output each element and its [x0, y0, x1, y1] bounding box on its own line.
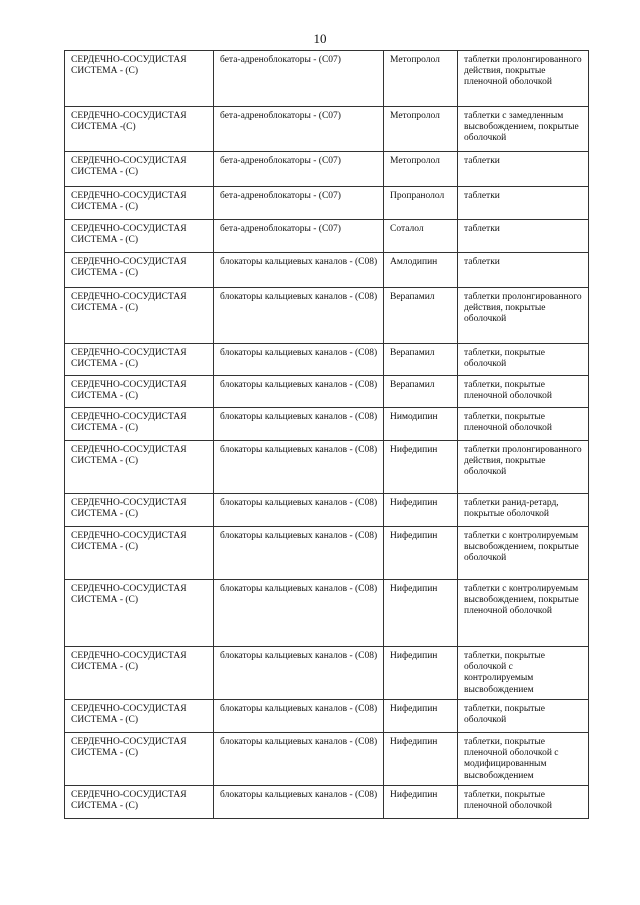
cell-drug: Нимодипин: [384, 408, 458, 441]
cell-form: таблетки, покрытые оболочкой: [458, 344, 589, 376]
cell-group: блокаторы кальциевых каналов - (С08): [214, 408, 384, 441]
table-row: [65, 733, 589, 786]
table-row: [65, 786, 589, 819]
cell-form: таблетки пролонгированного действия, покрытые оболочкой: [458, 288, 589, 344]
drug-table-body: [65, 51, 589, 819]
cell-form: таблетки: [458, 253, 589, 288]
cell-drug: Верапамил: [384, 344, 458, 376]
cell-drug: Нифедипин: [384, 580, 458, 647]
table-row: [65, 494, 589, 527]
cell-system: СЕРДЕЧНО-СОСУДИСТАЯ СИСТЕМА - (С): [65, 288, 214, 344]
cell-form: таблетки, покрытые пленочной оболочкой: [458, 408, 589, 441]
table-row: [65, 580, 589, 647]
cell-form: таблетки ранид-ретард, покрытые оболочкой: [458, 494, 589, 527]
cell-drug: Нифедипин: [384, 647, 458, 700]
cell-drug: Соталол: [384, 220, 458, 253]
cell-form: таблетки: [458, 220, 589, 253]
cell-system: СЕРДЕЧНО-СОСУДИСТАЯ СИСТЕМА - (С): [65, 152, 214, 187]
cell-group: бета-адреноблокаторы - (С07): [214, 220, 384, 253]
cell-group: блокаторы кальциевых каналов - (С08): [214, 441, 384, 494]
cell-form: таблетки, покрытые пленочной оболочкой с модифицированным высвобождением: [458, 733, 589, 786]
cell-drug: Нифедипин: [384, 494, 458, 527]
cell-group: блокаторы кальциевых каналов - (С08): [214, 288, 384, 344]
cell-system: СЕРДЕЧНО-СОСУДИСТАЯ СИСТЕМА - (С): [65, 441, 214, 494]
cell-group: блокаторы кальциевых каналов - (С08): [214, 253, 384, 288]
cell-group: бета-адреноблокаторы - (С07): [214, 51, 384, 107]
cell-group: блокаторы кальциевых каналов - (С08): [214, 344, 384, 376]
cell-group: блокаторы кальциевых каналов - (С08): [214, 700, 384, 733]
cell-group: бета-адреноблокаторы - (С07): [214, 152, 384, 187]
cell-group: бета-адреноблокаторы - (С07): [214, 107, 384, 152]
cell-system: СЕРДЕЧНО-СОСУДИСТАЯ СИСТЕМА - (С): [65, 220, 214, 253]
cell-drug: Нифедипин: [384, 733, 458, 786]
cell-system: СЕРДЕЧНО-СОСУДИСТАЯ СИСТЕМА - (С): [65, 376, 214, 408]
cell-group: блокаторы кальциевых каналов - (С08): [214, 647, 384, 700]
cell-system: СЕРДЕЧНО-СОСУДИСТАЯ СИСТЕМА - (С): [65, 253, 214, 288]
table-row: [65, 408, 589, 441]
table-row: [65, 51, 589, 107]
cell-form: таблетки, покрытые пленочной оболочкой: [458, 376, 589, 408]
cell-group: блокаторы кальциевых каналов - (С08): [214, 376, 384, 408]
table-row: [65, 700, 589, 733]
table-row: [65, 253, 589, 288]
cell-drug: Нифедипин: [384, 700, 458, 733]
cell-drug: Пропранолол: [384, 187, 458, 220]
cell-drug: Нифедипин: [384, 441, 458, 494]
cell-system: СЕРДЕЧНО-СОСУДИСТАЯ СИСТЕМА - (С): [65, 700, 214, 733]
table-row: [65, 441, 589, 494]
table-row: [65, 152, 589, 187]
cell-group: блокаторы кальциевых каналов - (С08): [214, 494, 384, 527]
cell-system: СЕРДЕЧНО-СОСУДИСТАЯ СИСТЕМА - (С): [65, 344, 214, 376]
cell-drug: Метопролол: [384, 107, 458, 152]
cell-form: таблетки с замедленным высвобождением, покрытые оболочкой: [458, 107, 589, 152]
cell-system: СЕРДЕЧНО-СОСУДИСТАЯ СИСТЕМА - (С): [65, 408, 214, 441]
table-row: [65, 376, 589, 408]
drug-table-container: [64, 50, 588, 819]
cell-system: СЕРДЕЧНО-СОСУДИСТАЯ СИСТЕМА - (С): [65, 51, 214, 107]
cell-group: блокаторы кальциевых каналов - (С08): [214, 786, 384, 819]
table-row: [65, 527, 589, 580]
cell-system: СЕРДЕЧНО-СОСУДИСТАЯ СИСТЕМА - (С): [65, 494, 214, 527]
cell-drug: Амлодипин: [384, 253, 458, 288]
table-row: [65, 187, 589, 220]
cell-form: таблетки пролонгированного действия, покрытые пленочной оболочкой: [458, 51, 589, 107]
cell-form: таблетки: [458, 152, 589, 187]
cell-system: СЕРДЕЧНО-СОСУДИСТАЯ СИСТЕМА - (С): [65, 647, 214, 700]
cell-group: блокаторы кальциевых каналов - (С08): [214, 580, 384, 647]
cell-system: СЕРДЕЧНО-СОСУДИСТАЯ СИСТЕМА - (С): [65, 786, 214, 819]
table-row: [65, 288, 589, 344]
page-number: 10: [313, 31, 327, 46]
cell-form: таблетки, покрытые оболочкой: [458, 700, 589, 733]
cell-form: таблетки, покрытые оболочкой с контролируемым высвобождением: [458, 647, 589, 700]
cell-system: СЕРДЕЧНО-СОСУДИСТАЯ СИСТЕМА -(С): [65, 107, 214, 152]
cell-group: блокаторы кальциевых каналов - (С08): [214, 527, 384, 580]
cell-form: таблетки, покрытые пленочной оболочкой: [458, 786, 589, 819]
cell-form: таблетки с контролируемым высвобождением, покрытые пленочной оболочкой: [458, 580, 589, 647]
drug-table: [64, 50, 589, 819]
cell-drug: Метопролол: [384, 152, 458, 187]
cell-drug: Нифедипин: [384, 527, 458, 580]
cell-group: блокаторы кальциевых каналов - (С08): [214, 733, 384, 786]
cell-form: таблетки пролонгированного действия, покрытые оболочкой: [458, 441, 589, 494]
table-row: [65, 344, 589, 376]
cell-form: таблетки с контролируемым высвобождением, покрытые оболочкой: [458, 527, 589, 580]
cell-drug: Верапамил: [384, 376, 458, 408]
cell-system: СЕРДЕЧНО-СОСУДИСТАЯ СИСТЕМА - (С): [65, 527, 214, 580]
cell-form: таблетки: [458, 187, 589, 220]
cell-system: СЕРДЕЧНО-СОСУДИСТАЯ СИСТЕМА - (С): [65, 580, 214, 647]
cell-system: СЕРДЕЧНО-СОСУДИСТАЯ СИСТЕМА - (С): [65, 187, 214, 220]
cell-drug: Нифедипин: [384, 786, 458, 819]
cell-drug: Метопролол: [384, 51, 458, 107]
cell-group: бета-адреноблокаторы - (С07): [214, 187, 384, 220]
table-row: [65, 107, 589, 152]
table-row: [65, 220, 589, 253]
cell-drug: Верапамил: [384, 288, 458, 344]
table-row: [65, 647, 589, 700]
cell-system: СЕРДЕЧНО-СОСУДИСТАЯ СИСТЕМА - (С): [65, 733, 214, 786]
